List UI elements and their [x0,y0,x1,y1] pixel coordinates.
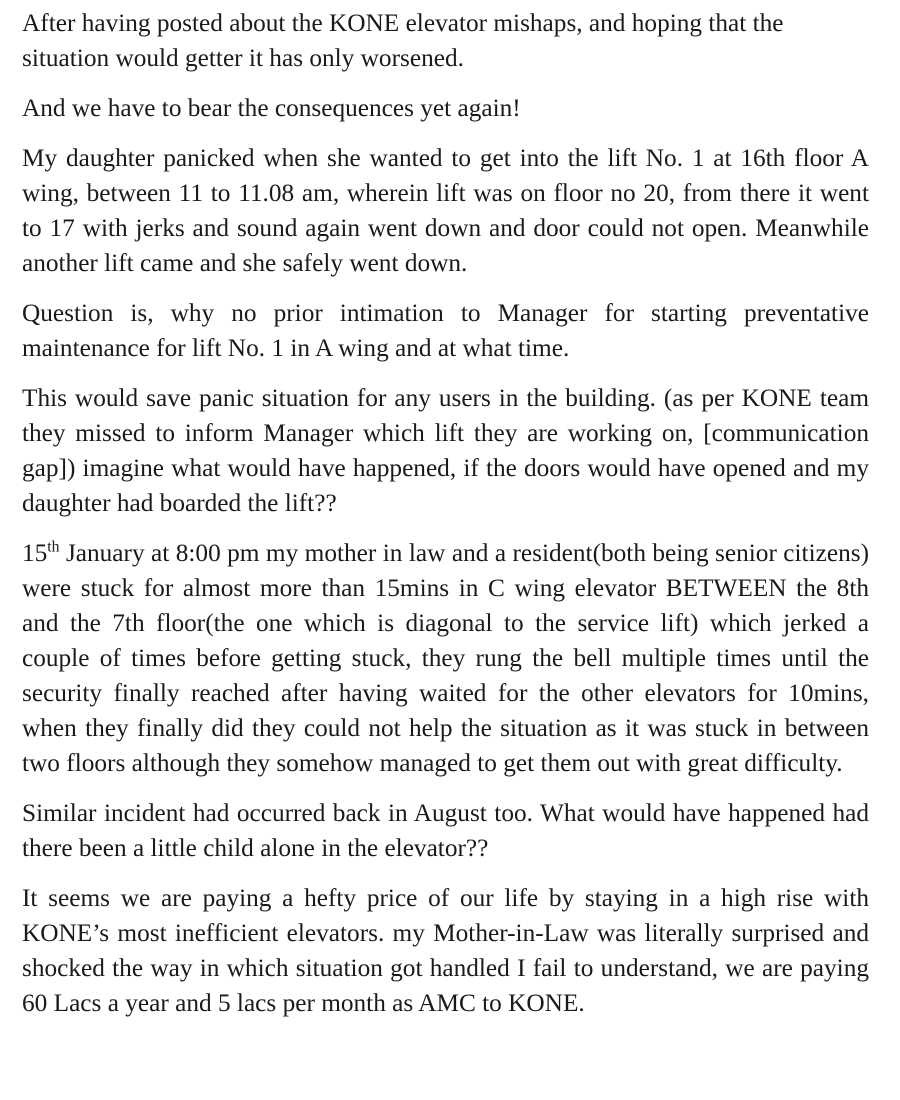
paragraph-conclusion: It seems we are paying a hefty price of our life by staying in a high rise with KONE’s most inefficient elevators. my Mother-in-Law was literally surprised and shocked the way in which situation got handled I fail to understand, we are paying 60 Lacs a year and 5 lacs per month as AMC to KONE. [22,884,869,1017]
paragraph-question: Question is, why no prior intimation to Manager for starting preventative maintenance for lift No. 1 in A wing and at what time. [22,299,869,362]
paragraph-august-incident: Similar incident had occurred back in August too. What would have happened had there been a little child alone in the elevator?? [22,799,869,862]
january-incident-text: January at 8:00 pm my mother in law and a resident(both being senior citizens) were stuck for almost more than 15mins in C wing elevator BETWEEN the 8th and the 7th floor(the one which is diagonal to the service lift) which jerked a couple of times before getting stuck, they rung the bell multiple times until the security finally reached after having waited for the other elevators for 10mins, when they finally did they could not help the situation as it was stuck in between two floors although they somehow managed to get them out with great difficulty. [22,539,869,777]
paragraph-intro: After having posted about the KONE elevator mishaps, and hoping that the situation would getter it has only worsened. [22,9,784,72]
paragraph-january-incident [22,536,869,781]
date-ordinal-suffix: th [47,538,60,556]
date-day: 15 [22,539,48,567]
paragraph-daughter-incident: My daughter panicked when she wanted to get into the lift No. 1 at 16th floor A wing, between 11 to 11.08 am, wherein lift was on floor no 20, from there it went to 17 with jerks and sound again went down and door could not open. Meanwhile another lift came and she safely went down. [22,144,869,277]
paragraph-panic-situation: This would save panic situation for any users in the building. (as per KONE team they missed to inform Manager which lift they are working on, [communication gap]) imagine what would have happened, if the doors would have opened and my daughter had boarded the lift?? [22,384,869,517]
paragraph-consequences: And we have to bear the consequences yet again! [22,94,521,122]
